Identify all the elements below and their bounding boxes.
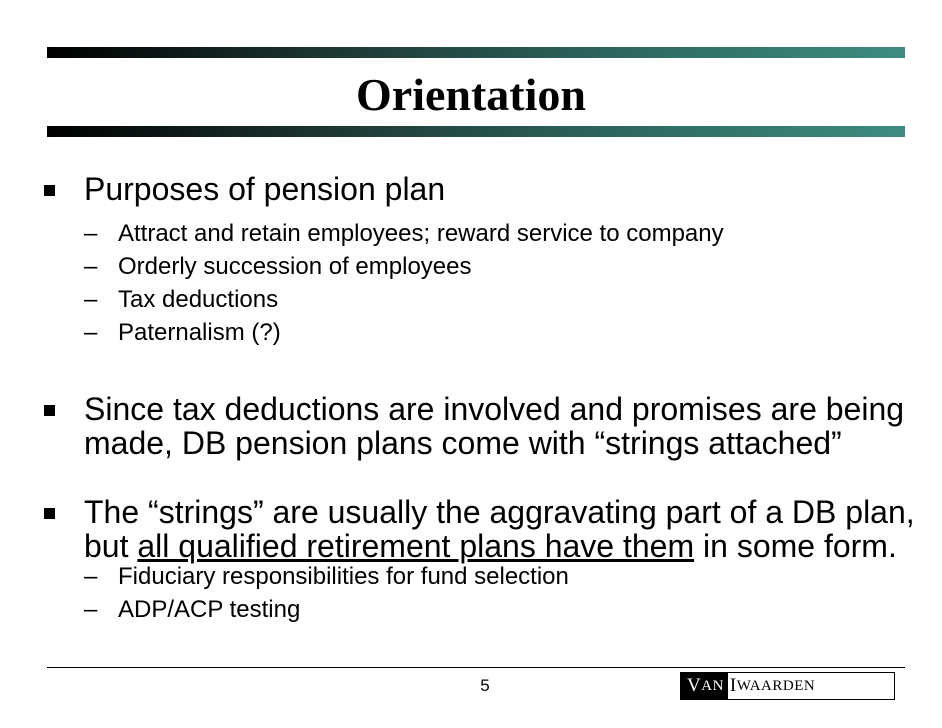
sub-item-text: Attract and retain employees; reward service to company — [118, 220, 724, 247]
square-bullet-icon — [44, 508, 55, 519]
dash-icon: – — [84, 563, 98, 590]
square-bullet-icon — [44, 185, 55, 196]
bullet-3-line-1: The “strings” are usually the aggravating part of a DB plan, — [84, 494, 915, 530]
bullet-2-line-1: Since tax deductions are involved and promises are being — [84, 391, 905, 427]
sub-item-text: Fiduciary responsibilities for fund selection — [118, 563, 569, 590]
logo-letter-v: V — [687, 675, 702, 696]
dash-icon: – — [84, 319, 98, 346]
bullet-3-text-post: in some form. — [694, 528, 897, 564]
sub-item — [84, 285, 278, 315]
logo-letter-i: I — [729, 675, 737, 696]
dash-icon: – — [84, 286, 98, 313]
footer-divider — [47, 667, 905, 668]
slide-title: Orientation — [356, 69, 586, 120]
bullet-3-line-2 — [84, 529, 897, 563]
bullet-1-text: Purposes of pension plan — [84, 171, 446, 207]
vaniwaarden-logo — [680, 672, 895, 700]
square-bullet-icon — [44, 405, 55, 416]
page-number: 5 — [480, 676, 490, 695]
logo-letters-waarden: WAARDEN — [736, 677, 816, 694]
bullet-3-text-pre: but — [84, 528, 138, 564]
sub-item-text: Paternalism (?) — [118, 319, 281, 346]
sub-item — [84, 562, 569, 592]
bullet-3-underlined-text: all qualified retirement plans have them — [137, 528, 695, 564]
sub-item-text: ADP/ACP testing — [118, 596, 301, 623]
sub-item — [84, 318, 281, 348]
dash-icon: – — [84, 220, 98, 247]
logo-light-part — [728, 673, 894, 699]
sub-item — [84, 252, 471, 282]
sub-item-text: Orderly succession of employees — [118, 253, 472, 280]
logo-dark-part — [681, 673, 728, 699]
dash-icon: – — [84, 596, 98, 623]
title-rule-top — [47, 47, 905, 58]
sub-item-text: Tax deductions — [118, 286, 279, 313]
bullet-2-line-2: made, DB pension plans come with “strings attached” — [84, 425, 842, 461]
logo-letters-an: AN — [701, 677, 724, 694]
dash-icon: – — [84, 253, 98, 280]
sub-item — [84, 219, 724, 249]
sub-item — [84, 595, 300, 625]
title-rule-bottom — [47, 126, 905, 137]
